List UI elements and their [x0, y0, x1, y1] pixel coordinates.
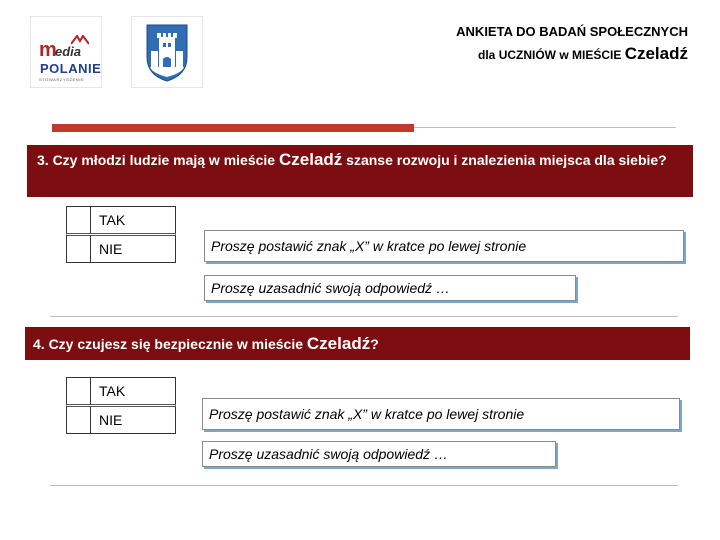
- checkbox[interactable]: [67, 378, 91, 404]
- logo-sub: STOWARZYSZENIE: [39, 77, 85, 82]
- accent-bar: [52, 124, 414, 132]
- question-4-text-after: ?: [370, 336, 379, 352]
- survey-subtitle: [300, 44, 688, 64]
- subtitle-city: Czeladź: [624, 44, 688, 63]
- footer-divider: [50, 485, 678, 486]
- logo-polanie: POLANIE: [40, 61, 102, 76]
- question-4-city: Czeladź: [306, 334, 371, 353]
- question-3-option-nie[interactable]: [66, 233, 176, 263]
- checkbox[interactable]: [67, 236, 91, 262]
- question-3-bar: [27, 145, 693, 197]
- header-divider: [414, 127, 676, 128]
- question-3-option-tak[interactable]: [66, 206, 176, 234]
- question-4-text-before: 4. Czy czujesz się bezpiecznie w mieście: [33, 336, 307, 352]
- checkbox[interactable]: [67, 407, 91, 433]
- question-3-instruction: Proszę postawić znak „X” w kratce po lewej stronie: [204, 230, 684, 262]
- option-label: TAK: [99, 212, 126, 228]
- option-label: NIE: [99, 412, 123, 428]
- question-3-city: Czeladź: [278, 150, 343, 169]
- question-4-instruction: Proszę postawić znak „X” w kratce po lewej stronie: [202, 398, 680, 430]
- question-4-justify-field[interactable]: Proszę uzasadnić swoją odpowiedź …: [202, 441, 556, 467]
- media-polanie-logo-icon: [30, 16, 102, 88]
- checkbox[interactable]: [67, 207, 91, 233]
- question-4-option-nie[interactable]: [66, 404, 176, 434]
- question-4-bar: [25, 327, 690, 360]
- czeladz-coat-of-arms-icon: [131, 16, 203, 88]
- logo-edia: edia: [55, 44, 82, 59]
- question-3-justify-field[interactable]: Proszę uzasadnić swoją odpowiedź …: [204, 275, 576, 301]
- logo-m: m: [39, 39, 57, 61]
- question-3-text-after: szanse rozwoju i znalezienia miejsca dla siebie?: [342, 152, 667, 168]
- option-label: NIE: [99, 241, 123, 257]
- survey-title: ANKIETA DO BADAŃ SPOŁECZNYCH: [456, 24, 688, 39]
- option-label: TAK: [99, 383, 126, 399]
- section-divider: [50, 316, 678, 317]
- question-4-option-tak[interactable]: [66, 377, 176, 405]
- subtitle-prefix: dla UCZNIÓW w MIEŚCIE: [478, 48, 622, 62]
- question-3-text-before: 3. Czy młodzi ludzie mają w mieście: [37, 152, 279, 168]
